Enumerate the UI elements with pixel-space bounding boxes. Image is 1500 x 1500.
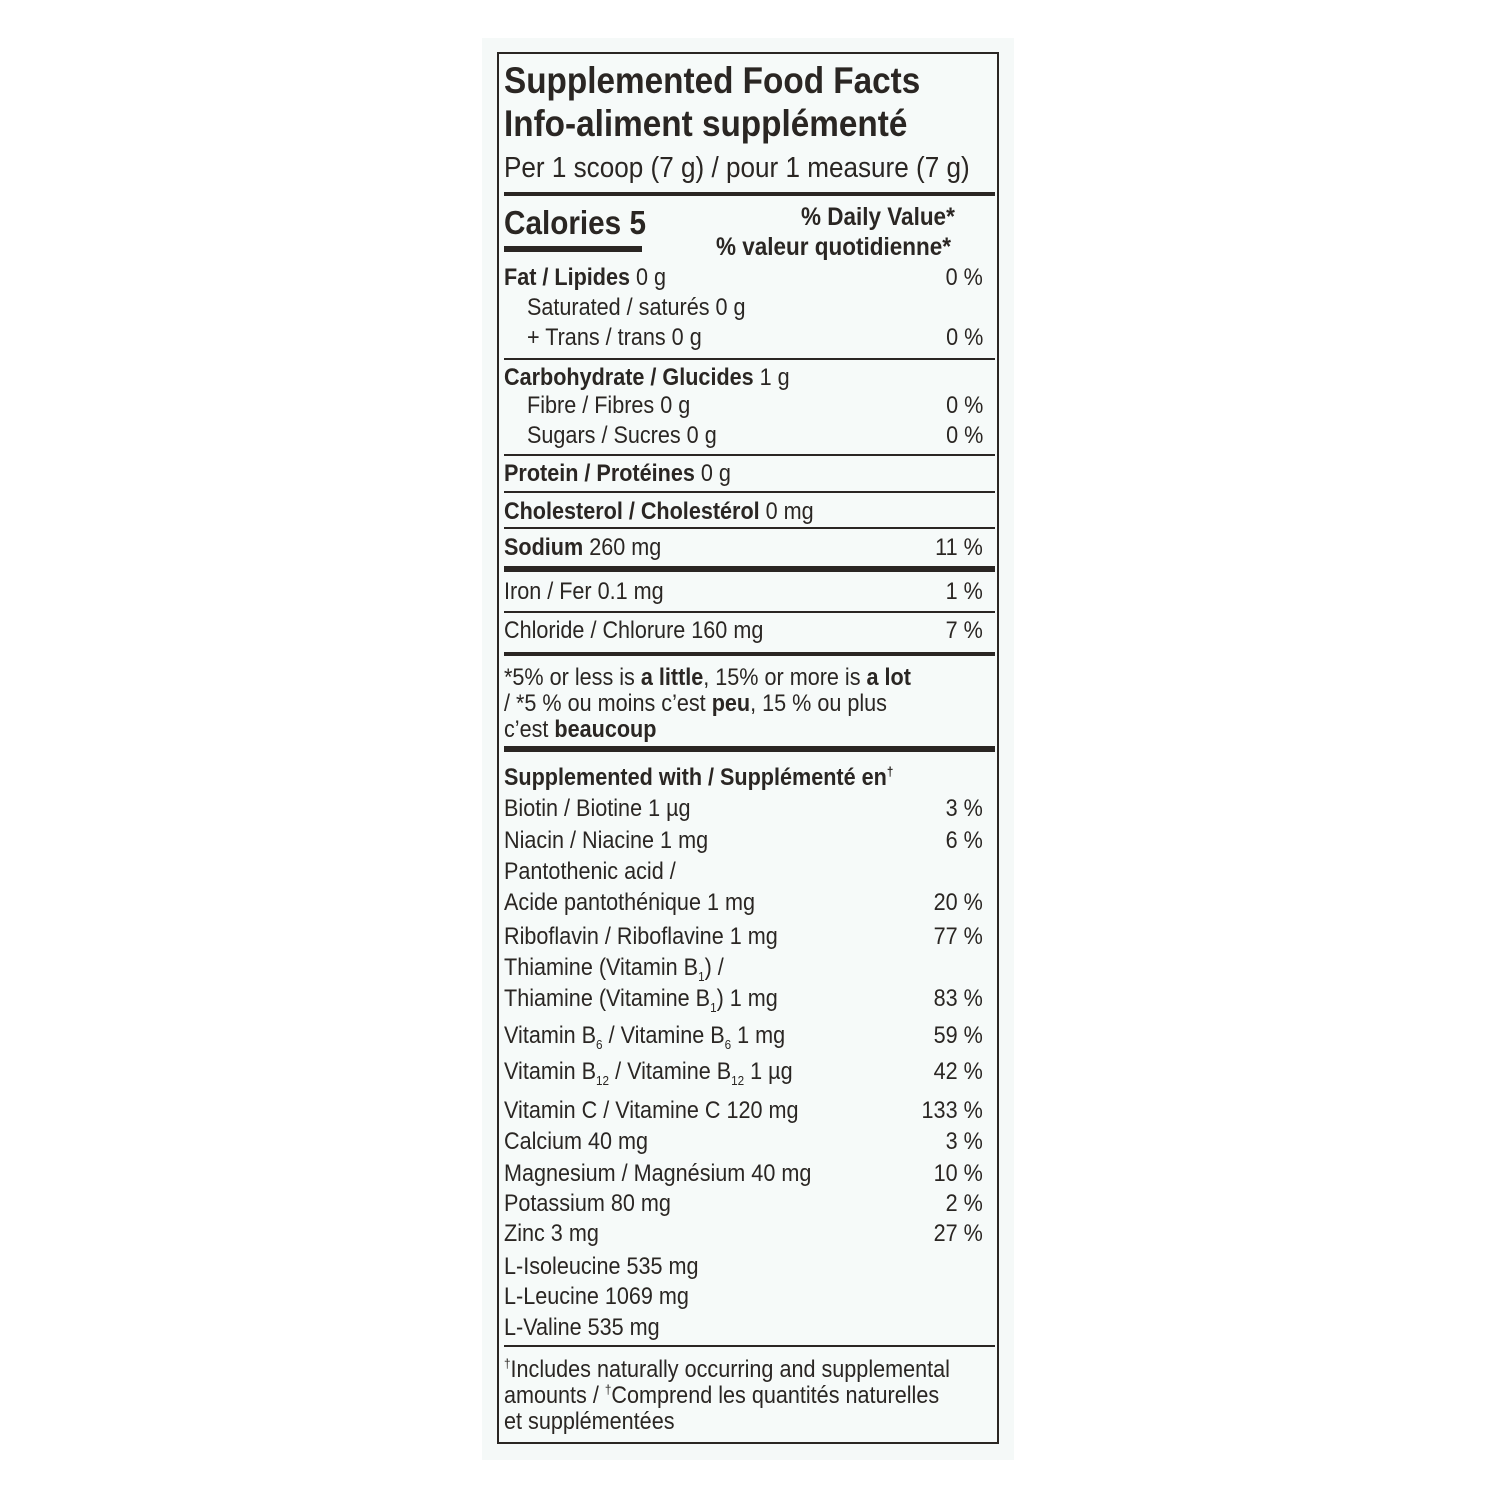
title-en: Supplemented Food Facts bbox=[504, 60, 921, 101]
chloride-row: Chloride / Chlorure 160 mg 7 % bbox=[504, 617, 983, 644]
fat-row: Fat / Lipides 0 g 0 % bbox=[504, 264, 983, 291]
divider bbox=[504, 1345, 995, 1347]
pantothenic-row-2: Acide pantothénique 1 mg 20 % bbox=[504, 889, 983, 916]
supplemented-heading: Supplemented with / Supplémenté en† bbox=[504, 764, 894, 791]
divider bbox=[504, 358, 995, 360]
serving-size: Per 1 scoop (7 g) / pour 1 measure (7 g) bbox=[504, 152, 970, 184]
saturated-row: Saturated / saturés 0 g bbox=[527, 294, 746, 321]
magnesium-row: Magnesium / Magnésium 40 mg 10 % bbox=[504, 1160, 983, 1187]
valine-row: L-Valine 535 mg bbox=[504, 1314, 660, 1341]
thiamine-row-1: Thiamine (Vitamin $B_1$) / bbox=[504, 954, 724, 984]
dagger-note-line-1: †Includes naturally occurring and supplemental bbox=[504, 1356, 950, 1383]
riboflavin-row: Riboflavin / Riboflavine 1 mg 77 % bbox=[504, 923, 983, 950]
thick-divider bbox=[504, 566, 995, 572]
divider bbox=[504, 192, 995, 196]
pantothenic-row-1: Pantothenic acid / bbox=[504, 858, 676, 885]
divider bbox=[504, 491, 995, 493]
calories-underline bbox=[504, 246, 642, 252]
isoleucine-row: L-Isoleucine 535 mg bbox=[504, 1253, 699, 1280]
divider bbox=[504, 652, 995, 656]
thiamine-row-2: Thiamine (Vitamine $B_1$) 1 mg 83 % bbox=[504, 985, 983, 1015]
cholesterol-row: Cholesterol / Cholestérol 0 mg bbox=[504, 498, 814, 525]
dagger-note-line-3: et supplémentées bbox=[504, 1408, 675, 1435]
sodium-row: Sodium 260 mg 11 % bbox=[504, 534, 983, 561]
vitamin-b12-row: Vitamin $B_{12}$ / Vitamine $B_{12}$ 1 µg 42 % bbox=[504, 1058, 983, 1088]
iron-row: Iron / Fer 0.1 mg 1 % bbox=[504, 578, 983, 605]
protein-row: Protein / Protéines 0 g bbox=[504, 460, 731, 487]
calcium-row: Calcium 40 mg 3 % bbox=[504, 1128, 983, 1155]
fibre-row: Fibre / Fibres 0 g 0 % bbox=[527, 392, 984, 419]
sugars-row: Sugars / Sucres 0 g 0 % bbox=[527, 422, 984, 449]
divider bbox=[504, 611, 995, 613]
thick-divider bbox=[504, 746, 995, 752]
vitamin-c-row: Vitamin C / Vitamine C 120 mg 133 % bbox=[504, 1097, 983, 1124]
divider bbox=[504, 527, 995, 529]
daily-value-fr: % valeur quotidienne* bbox=[716, 233, 952, 261]
footnote-line-1: *5% or less is a little, 15% or more is a lot bbox=[504, 664, 911, 691]
leucine-row: L-Leucine 1069 mg bbox=[504, 1283, 689, 1310]
zinc-row: Zinc 3 mg 27 % bbox=[504, 1220, 983, 1247]
footnote-line-2: / *5 % ou moins c’est peu, 15 % ou plus bbox=[504, 690, 887, 717]
vitamin-b6-row: Vitamin $B_6$ / Vitamine $B_6$ 1 mg 59 % bbox=[504, 1022, 983, 1052]
niacin-row: Niacin / Niacine 1 mg 6 % bbox=[504, 827, 983, 854]
footnote-line-3: c’est beaucoup bbox=[504, 716, 657, 743]
biotin-row: Biotin / Biotine 1 µg 3 % bbox=[504, 795, 983, 822]
dagger-note-line-2: amounts / †Comprend les quantités naturelles bbox=[504, 1382, 940, 1409]
trans-row: + Trans / trans 0 g 0 % bbox=[527, 324, 984, 351]
calories-line: Calories 5 bbox=[504, 204, 646, 241]
divider bbox=[504, 454, 995, 456]
carbohydrate-row: Carbohydrate / Glucides 1 g bbox=[504, 364, 790, 391]
potassium-row: Potassium 80 mg 2 % bbox=[504, 1190, 983, 1217]
daily-value-en: % Daily Value* bbox=[801, 203, 955, 231]
title-fr: Info-aliment supplémenté bbox=[504, 103, 908, 144]
